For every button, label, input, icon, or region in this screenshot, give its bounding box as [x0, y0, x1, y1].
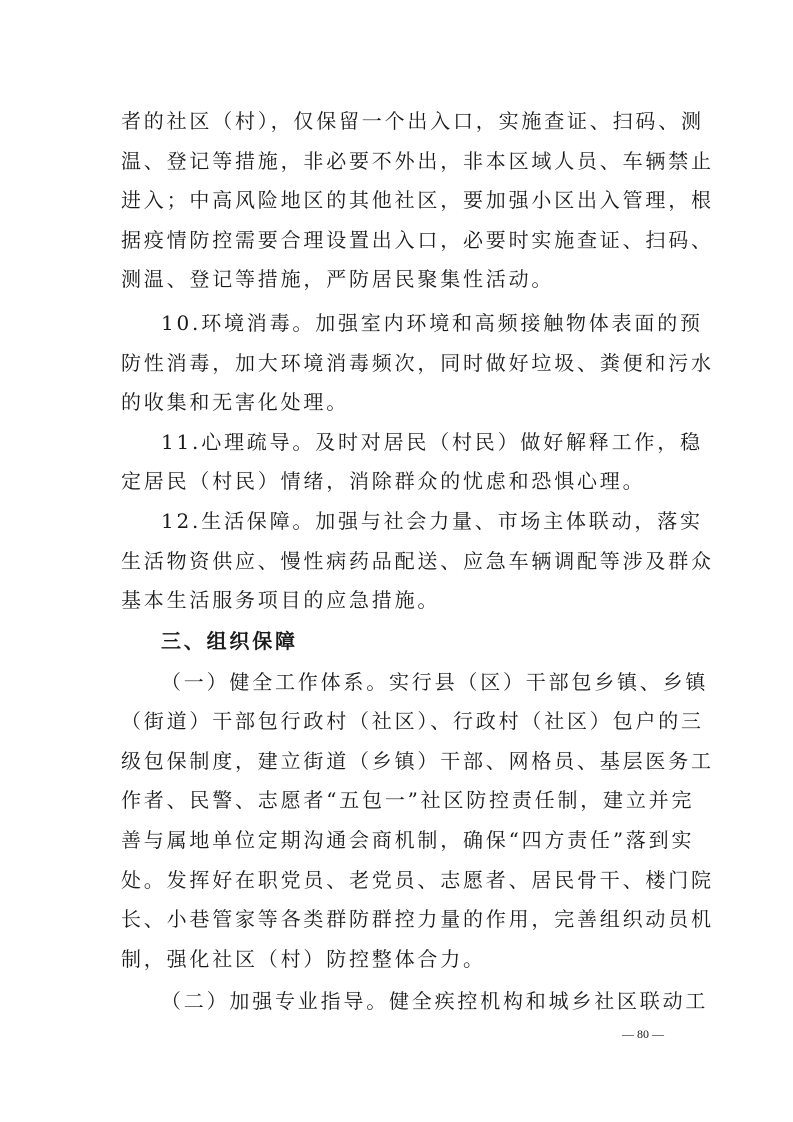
body-text-line: 善与属地单位定期沟通会商机制，确保“四方责任”落到实	[121, 828, 695, 852]
body-text-line: 长、小巷管家等各类群防群控力量的作用，完善组织动员机	[121, 907, 714, 931]
subsection-2-line	[161, 981, 709, 1021]
subsection-1-line	[161, 662, 709, 702]
body-text-line: （街道）干部包行政村（社区）、行政村（社区）包户的三	[121, 709, 704, 733]
body-text-line: 处。发挥好在职党员、老党员、志愿者、居民骨干、楼门院	[121, 868, 714, 892]
body-text-line: 测温、登记等措施，严防居民聚集性活动。	[121, 267, 555, 291]
body-text-line: 的收集和无害化处理。	[121, 390, 349, 414]
body-text-line: 温、登记等措施，非必要不外出，非本区域人员、车辆禁止	[121, 149, 714, 173]
body-text-line: 据疫情防控需要合理设置出入口，必要时实施查证、扫码、	[121, 228, 714, 252]
body-text-line: 定居民（村民）情绪，消除群众的忧虑和恐惧心理。	[121, 469, 646, 493]
body-text-line: 作者、民警、志愿者“五包一”社区防控责任制，建立并完	[121, 788, 695, 812]
body-text-line: 者的社区（村），仅保留一个出入口，实施查证、扫码、测	[121, 109, 704, 133]
body-text-line: 制，强化社区（村）防控整体合力。	[121, 947, 486, 971]
body-text-line: 防性消毒，加大环境消毒频次，同时做好垃圾、粪便和污水	[121, 351, 714, 375]
page-number: — 80 —	[622, 1027, 664, 1041]
subsection-1-text: 实行县（区）干部包乡镇、乡镇	[389, 670, 709, 694]
body-text-line: 基本生活服务项目的应急措施。	[121, 588, 441, 612]
body-text-line: 进入；中高风险地区的其他社区，要加强小区出入管理，根	[121, 188, 714, 212]
subsection-2-title: （二）加强专业指导。	[161, 989, 389, 1013]
item-10-line: 10.环境消毒。加强室内环境和高频接触物体表面的预	[161, 311, 703, 335]
subsection-2-text: 健全疾控机构和城乡社区联动工	[389, 989, 709, 1013]
section-heading: 三、组织保障	[161, 629, 298, 653]
body-text-line: 级包保制度，建立街道（乡镇）干部、网格员、基层医务工	[121, 749, 714, 773]
item-12-line: 12.生活保障。加强与社会力量、市场主体联动，落实	[161, 509, 703, 533]
subsection-1-title: （一）健全工作体系。	[161, 670, 389, 694]
item-11-line: 11.心理疏导。及时对居民（村民）做好解释工作，稳	[161, 430, 703, 454]
body-text-line: 生活物资供应、慢性病药品配送、应急车辆调配等涉及群众	[121, 549, 714, 573]
